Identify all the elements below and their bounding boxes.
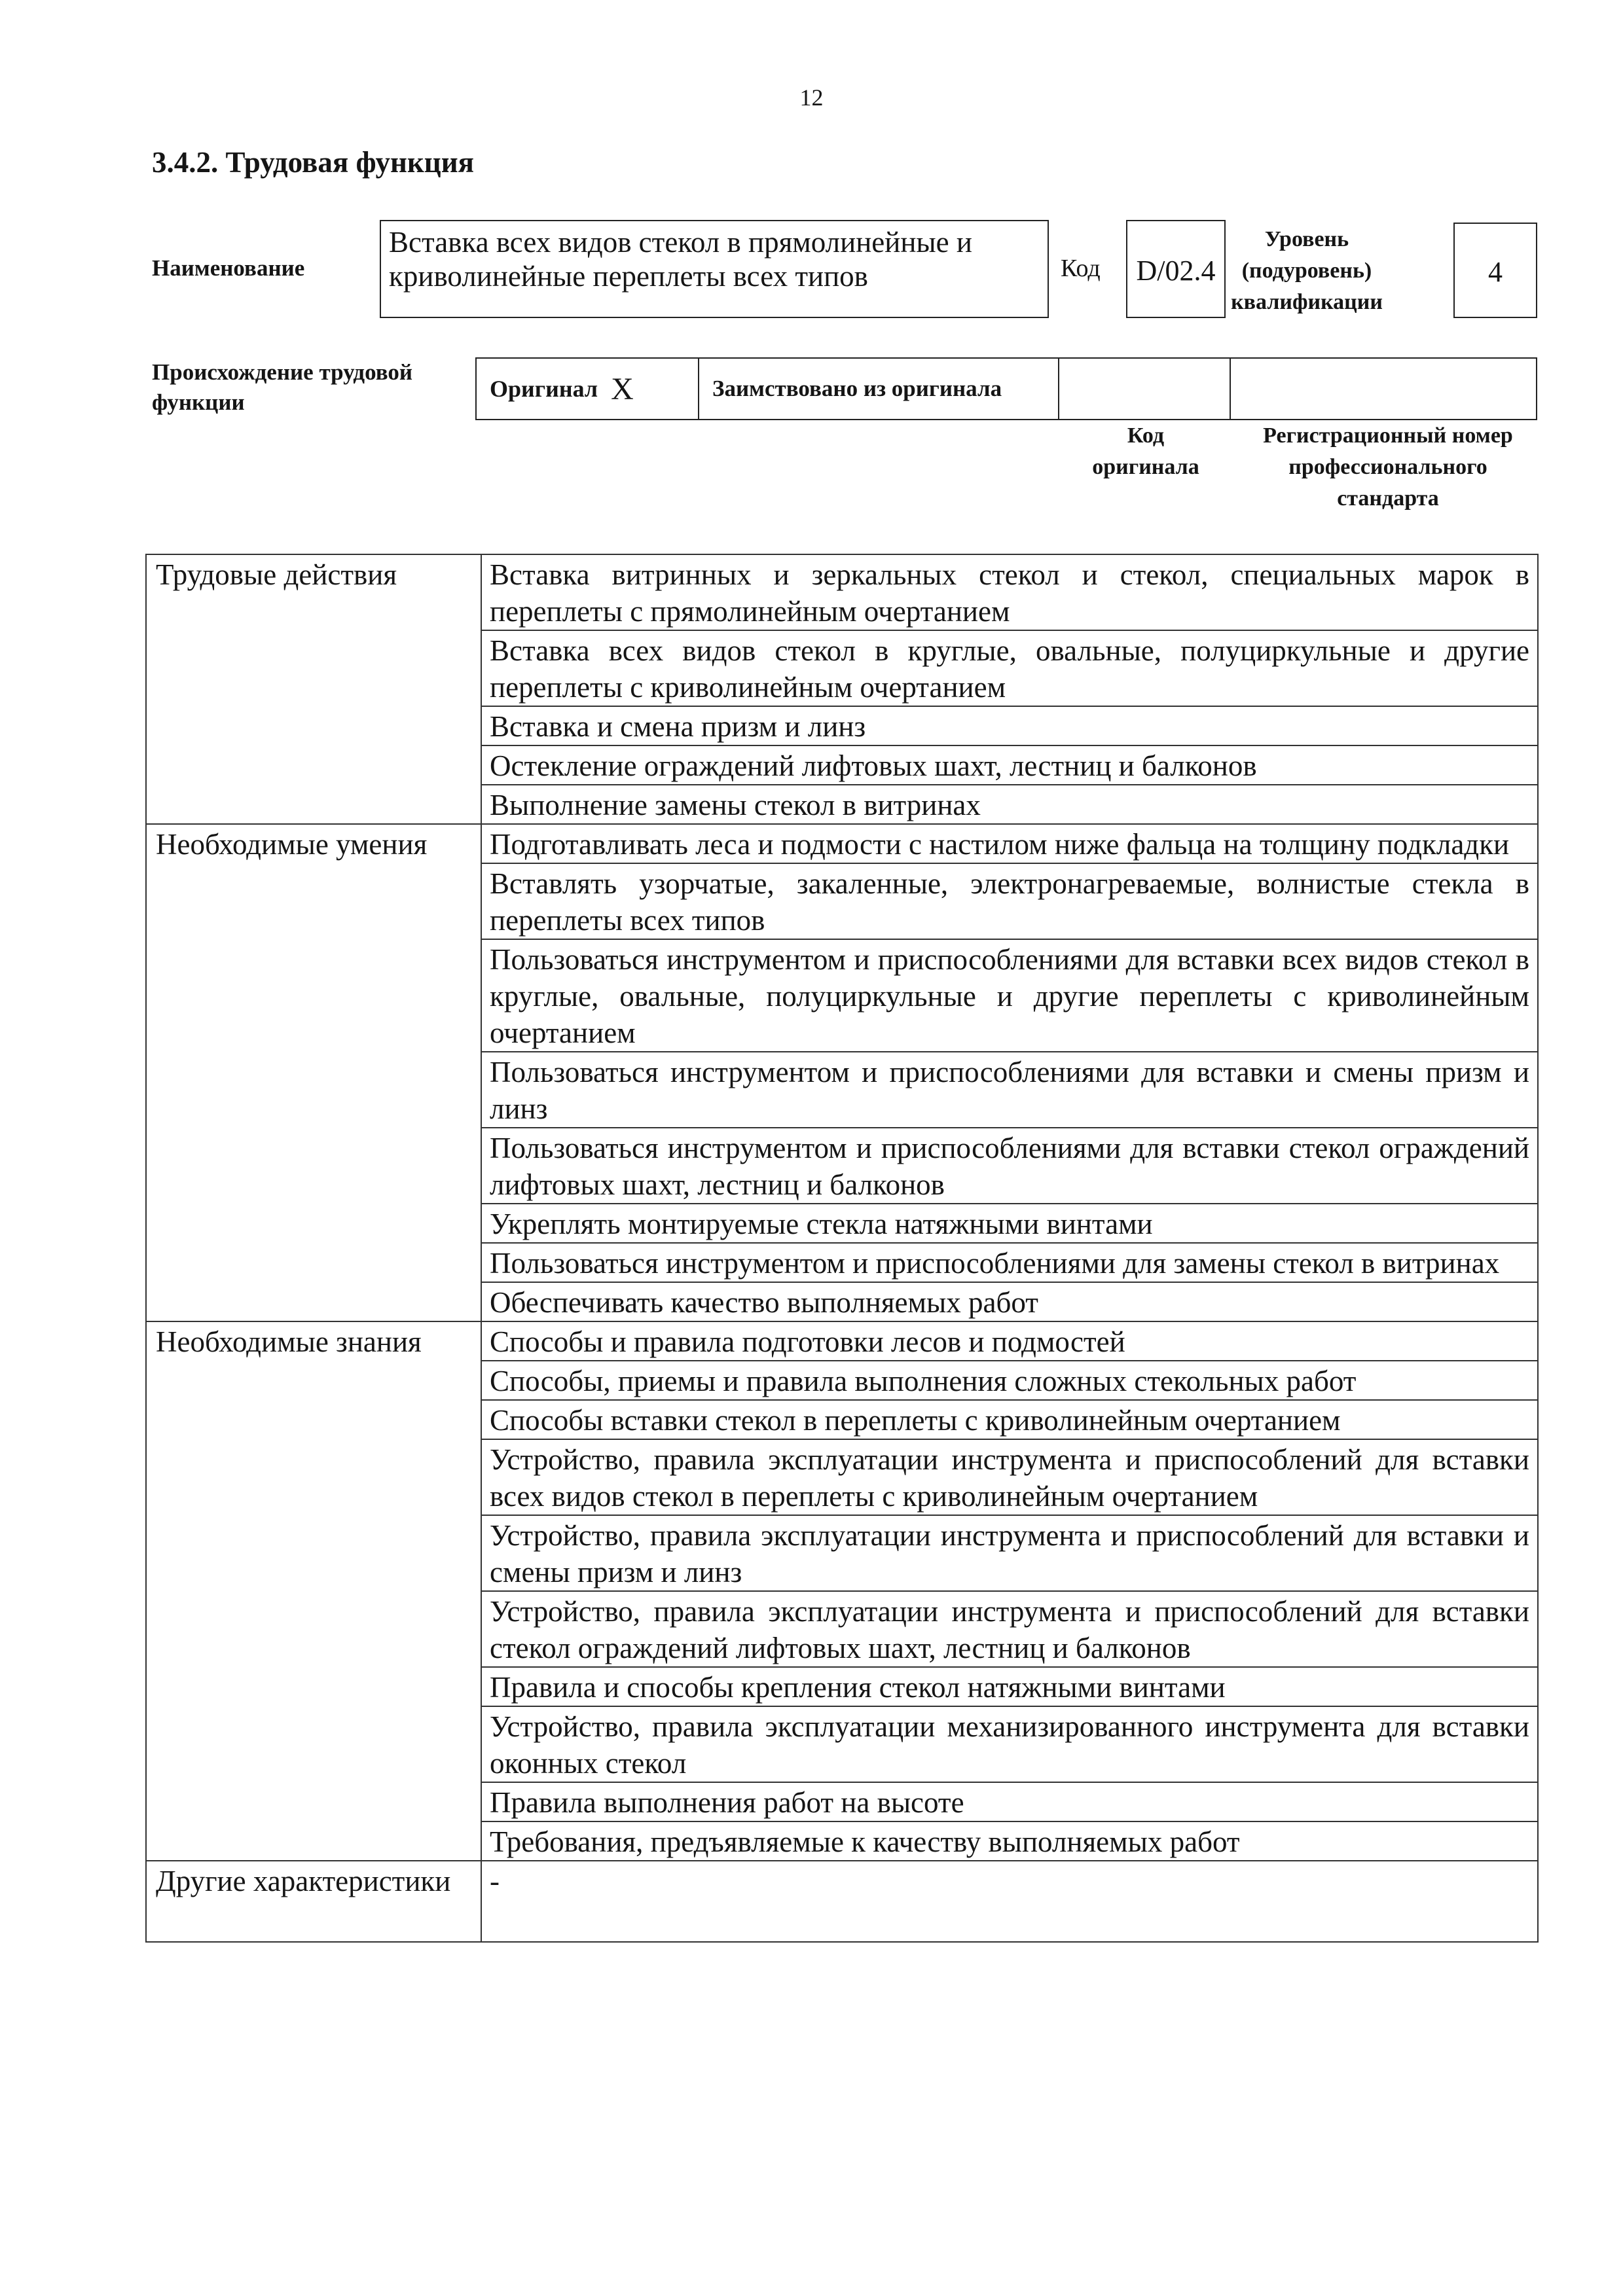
- list-item: Укреплять монтируемые стекла натяжными винтами: [481, 1204, 1538, 1243]
- list-item: Устройство, правила эксплуатации инструмента и приспособлений для вставки стекол ограждений лифтовых шахт, лестниц и балконов: [481, 1591, 1538, 1667]
- table-row: [146, 554, 1538, 630]
- list-item: Способы и правила подготовки лесов и подмостей: [481, 1321, 1538, 1361]
- level-label-line-1: Уровень: [1264, 227, 1349, 251]
- table-row: [146, 824, 1538, 863]
- section-title-actions: Трудовые действия: [146, 554, 481, 824]
- list-item: Устройство, правила эксплуатации механизированного инструмента для вставки оконных стекол: [481, 1706, 1538, 1782]
- level-label-line-3: квалификации: [1231, 290, 1383, 314]
- list-item: Устройство, правила эксплуатации инструмента и приспособлений для вставки и смены призм и линз: [481, 1515, 1538, 1591]
- list-item: Устройство, правила эксплуатации инструмента и приспособлений для вставки всех видов стекол в переплеты с криволинейным очертанием: [481, 1439, 1538, 1515]
- list-item: Пользоваться инструментом и приспособлениями для замены стекол в витринах: [481, 1243, 1538, 1282]
- table-row: [146, 1861, 1538, 1942]
- list-item: Вставка всех видов стекол в круглые, овальные, полуциркульные и другие переплеты с криволинейным очертанием: [481, 630, 1538, 706]
- list-item: Обеспечивать качество выполняемых работ: [481, 1282, 1538, 1321]
- original-code-cell: [1059, 359, 1231, 419]
- list-item: Пользоваться инструментом и приспособлениями для вставки стекол ограждений лифтовых шахт, лестниц и балконов: [481, 1128, 1538, 1204]
- table-row: [146, 1321, 1538, 1361]
- section-title: 3.4.2. Трудовая функция: [152, 146, 475, 179]
- section-title-other: Другие характеристики: [146, 1861, 481, 1942]
- list-item: Вставлять узорчатые, закаленные, электронагреваемые, волнистые стекла в переплеты всех типов: [481, 863, 1538, 939]
- list-item: Пользоваться инструментом и приспособлениями для вставки и смены призм и линз: [481, 1052, 1538, 1128]
- function-name-box: Вставка всех видов стекол в прямолинейные и криволинейные переплеты всех типов: [380, 220, 1049, 318]
- level-value-box: 4: [1453, 223, 1537, 318]
- page-number: 12: [799, 84, 824, 111]
- reg-number-label: [1231, 420, 1545, 514]
- reg-number-label-line-2: профессионального: [1288, 455, 1487, 479]
- origin-table: [475, 357, 1537, 420]
- borrowed-cell: [699, 359, 1059, 419]
- list-item: Способы вставки стекол в переплеты с криволинейным очертанием: [481, 1400, 1538, 1439]
- other-value: -: [481, 1861, 1538, 1942]
- code-value-box: D/02.4: [1126, 220, 1226, 318]
- original-code-label-line-1: Код: [1127, 423, 1165, 448]
- section-title-knowledge: Необходимые знания: [146, 1321, 481, 1861]
- list-item: Требования, предъявляемые к качеству выполняемых работ: [481, 1821, 1538, 1861]
- list-item: Вставка витринных и зеркальных стекол и стекол, специальных марок в переплеты с прямолинейным очертанием: [481, 554, 1538, 630]
- list-item: Остекление ограждений лифтовых шахт, лестниц и балконов: [481, 745, 1538, 785]
- reg-number-label-line-3: стандарта: [1337, 486, 1439, 511]
- reg-number-cell: [1231, 359, 1536, 419]
- list-item: Вставка и смена призм и линз: [481, 706, 1538, 745]
- level-label-line-2: (подуровень): [1241, 259, 1372, 283]
- list-item: Правила и способы крепления стекол натяжными винтами: [481, 1667, 1538, 1706]
- section-title-skills: Необходимые умения: [146, 824, 481, 1321]
- list-item: Выполнение замены стекол в витринах: [481, 785, 1538, 824]
- function-details-table: [145, 554, 1539, 1943]
- borrowed-label: Заимствовано из оригинала: [712, 376, 1002, 401]
- original-mark: X: [611, 371, 634, 406]
- reg-number-label-line-1: Регистрационный номер: [1263, 423, 1513, 448]
- level-label: [1231, 224, 1383, 318]
- code-label: Код: [1061, 255, 1101, 282]
- list-item: Способы, приемы и правила выполнения сложных стекольных работ: [481, 1361, 1538, 1400]
- original-cell: [477, 359, 699, 419]
- list-item: Подготавливать леса и подмости с настилом ниже фальца на толщину подкладки: [481, 824, 1538, 863]
- list-item: Пользоваться инструментом и приспособлениями для вставки всех видов стекол в круглые, овальные, полуциркульные и другие переплеты с криволинейным очертанием: [481, 939, 1538, 1052]
- original-code-label: [1074, 420, 1218, 483]
- origin-label: Происхождение трудовой функции: [152, 359, 413, 415]
- name-label: Наименование: [152, 255, 305, 281]
- list-item: Правила выполнения работ на высоте: [481, 1782, 1538, 1821]
- function-details-body: [146, 554, 1538, 1942]
- original-code-label-line-2: оригинала: [1092, 455, 1199, 479]
- original-label: Оригинал: [490, 376, 598, 402]
